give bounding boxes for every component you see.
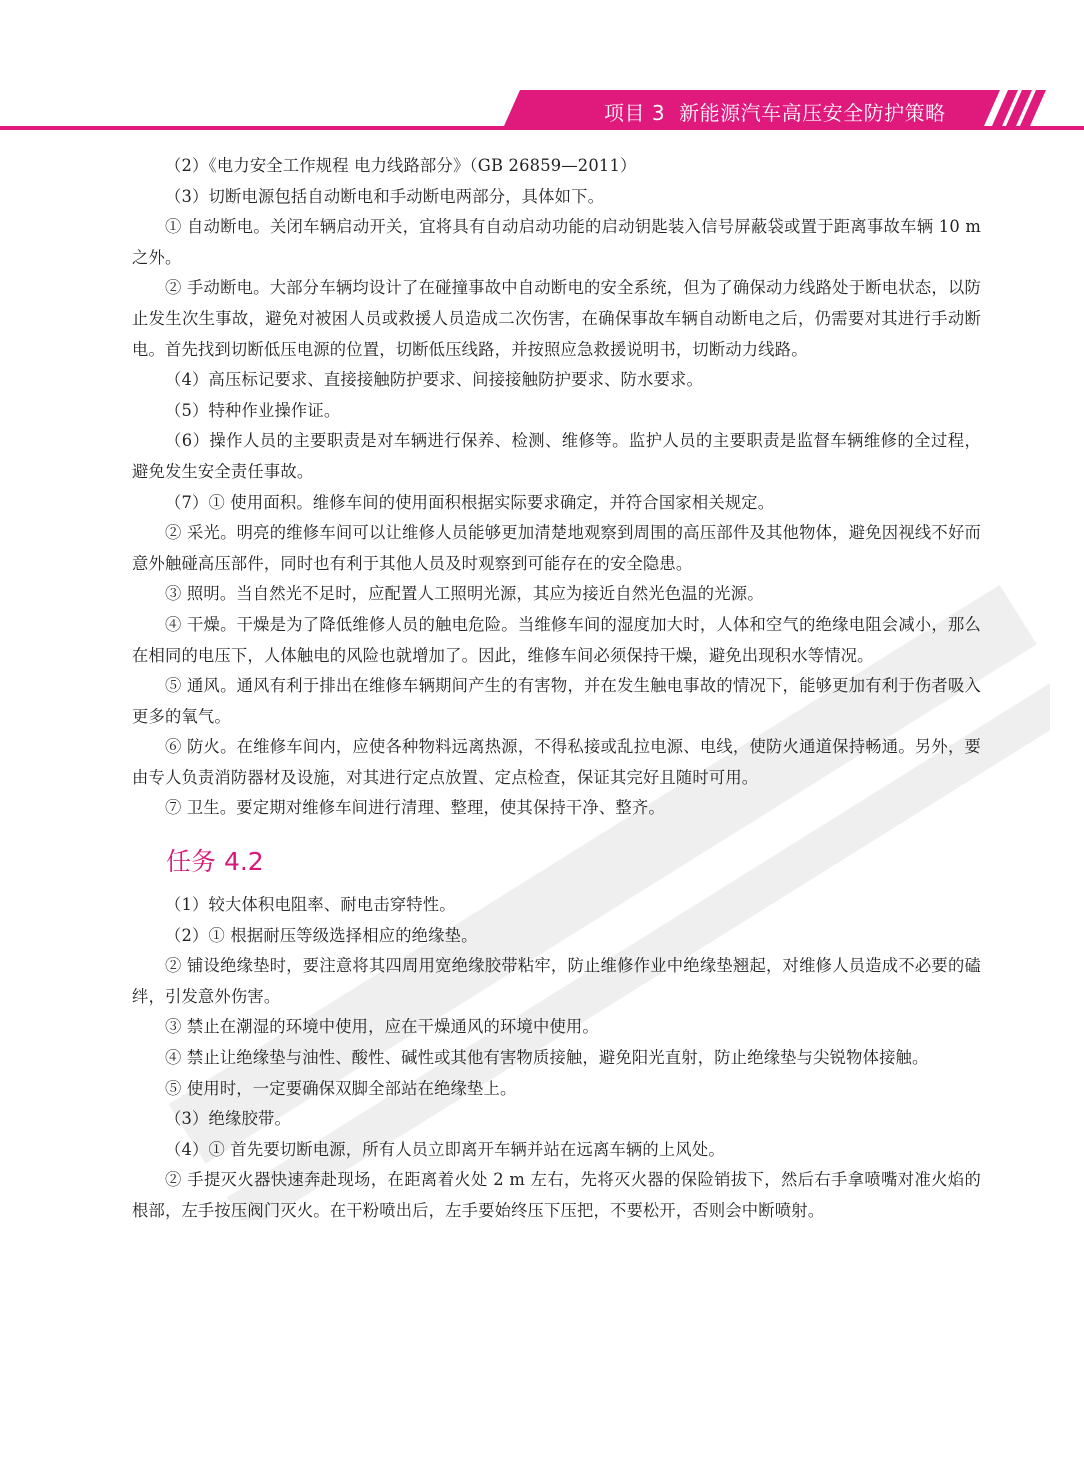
paragraph-a-8: ② 采光。明亮的维修车间可以让维修人员能够更加清楚地观察到周围的高压部件及其他物体，避免因视线不好而意外触碰高压部件，同时也有利于其他人员及时观察到可能存在的安全隐患。 bbox=[132, 523, 981, 573]
paragraph-a-6: （6）操作人员的主要职责是对车辆进行保养、检测、维修等。监护人员的主要职责是监督车辆维修的全过程，避免发生安全责任事故。 bbox=[132, 431, 981, 481]
paragraph-a-5: （5）特种作业操作证。 bbox=[165, 400, 341, 420]
paragraph-a-10: ④ 干燥。干燥是为了降低维修人员的触电危险。当维修车间的湿度加大时，人体和空气的绝缘电阻会减小，那么在相同的电压下，人体触电的风险也就增加了。因此，维修车间必须保持干燥，避免出现积水等情况。 bbox=[132, 614, 981, 665]
paragraph-a-3: ② 手动断电。大部分车辆均设计了在碰撞事故中自动断电的安全系统，但为了确保动力线路处于断电状态，以防止发生次生事故，避免对被困人员或救援人员造成二次伤害，在确保事故车辆自动断电之后，仍需要对其进行手动断电。首先找到切断低压电源的位置，切断低压线路，并按照应急救援说明书，切断动力线路。 bbox=[132, 278, 981, 359]
paragraph-b-0: （1）较大体积电阻率、耐电击穿特性。 bbox=[165, 895, 456, 915]
paragraph-a-11: ⑤ 通风。通风有利于排出在维修车辆期间产生的有害物，并在发生触电事故的情况下，能够更加有利于伤者吸入更多的氧气。 bbox=[132, 676, 981, 726]
project-label: 项目 3 bbox=[604, 101, 666, 125]
paragraph-b-3: ③ 禁止在潮湿的环境中使用，应在干燥通风的环境中使用。 bbox=[165, 1017, 599, 1037]
section-title-task-4-2: 任务 4.2 bbox=[166, 847, 264, 877]
paragraph-a-7: （7）① 使用面积。维修车间的使用面积根据实际要求确定，并符合国家相关规定。 bbox=[165, 492, 775, 512]
paragraph-b-5: ⑤ 使用时，一定要确保双脚全部站在绝缘垫上。 bbox=[165, 1078, 517, 1098]
page-content bbox=[132, 151, 981, 1227]
paragraph-a-9: ③ 照明。当自然光不足时，应配置人工照明光源，其应为接近自然光色温的光源。 bbox=[165, 584, 764, 604]
paragraph-a-4: （4）高压标记要求、直接接触防护要求、间接接触防护要求、防水要求。 bbox=[165, 370, 703, 390]
header-title bbox=[604, 97, 946, 125]
paragraph-b-7: （4）① 首先要切断电源，所有人员立即离开车辆并站在远离车辆的上风处。 bbox=[165, 1139, 725, 1159]
paragraph-b-8: ② 手提灭火器快速奔赴现场，在距离着火处 2 m 左右，先将灭火器的保险销拔下，然后右手拿喷嘴对准火焰的根部，左手按压阀门灭火。在干粉喷出后，左手要始终压下压把，不要松开，否则会中断喷射。 bbox=[132, 1170, 981, 1220]
paragraph-b-6: （3）绝缘胶带。 bbox=[165, 1109, 291, 1129]
paragraph-a-2: ① 自动断电。关闭车辆启动开关，宜将具有自动启动功能的启动钥匙装入信号屏蔽袋或置于距离事故车辆 10 m 之外。 bbox=[132, 217, 981, 267]
paragraph-b-2: ② 铺设绝缘垫时，要注意将其四周用宽绝缘胶带粘牢，防止维修作业中绝缘垫翘起，对维修人员造成不必要的磕绊，引发意外伤害。 bbox=[132, 956, 981, 1006]
paragraph-b-1: （2）① 根据耐压等级选择相应的绝缘垫。 bbox=[165, 925, 478, 945]
paragraph-a-13: ⑦ 卫生。要定期对维修车间进行清理、整理，使其保持干净、整齐。 bbox=[165, 798, 665, 818]
project-title: 新能源汽车高压安全防护策略 bbox=[679, 101, 946, 125]
paragraph-a-0: （2）《电力安全工作规程 电力线路部分》（GB 26859—2011） bbox=[165, 156, 637, 175]
paragraph-a-12: ⑥ 防火。在维修车间内，应使各种物料远离热源，不得私接或乱拉电源、电线，使防火通道保持畅通。另外，要由专人负责消防器材及设施，对其进行定点放置、定点检查，保证其完好且随时可用。 bbox=[132, 737, 981, 787]
page-header bbox=[0, 0, 1084, 135]
paragraph-b-4: ④ 禁止让绝缘垫与油性、酸性、碱性或其他有害物质接触，避免阳光直射，防止绝缘垫与尖锐物体接触。 bbox=[165, 1048, 929, 1068]
paragraph-a-1: （3）切断电源包括自动断电和手动断电两部分，具体如下。 bbox=[165, 186, 605, 206]
